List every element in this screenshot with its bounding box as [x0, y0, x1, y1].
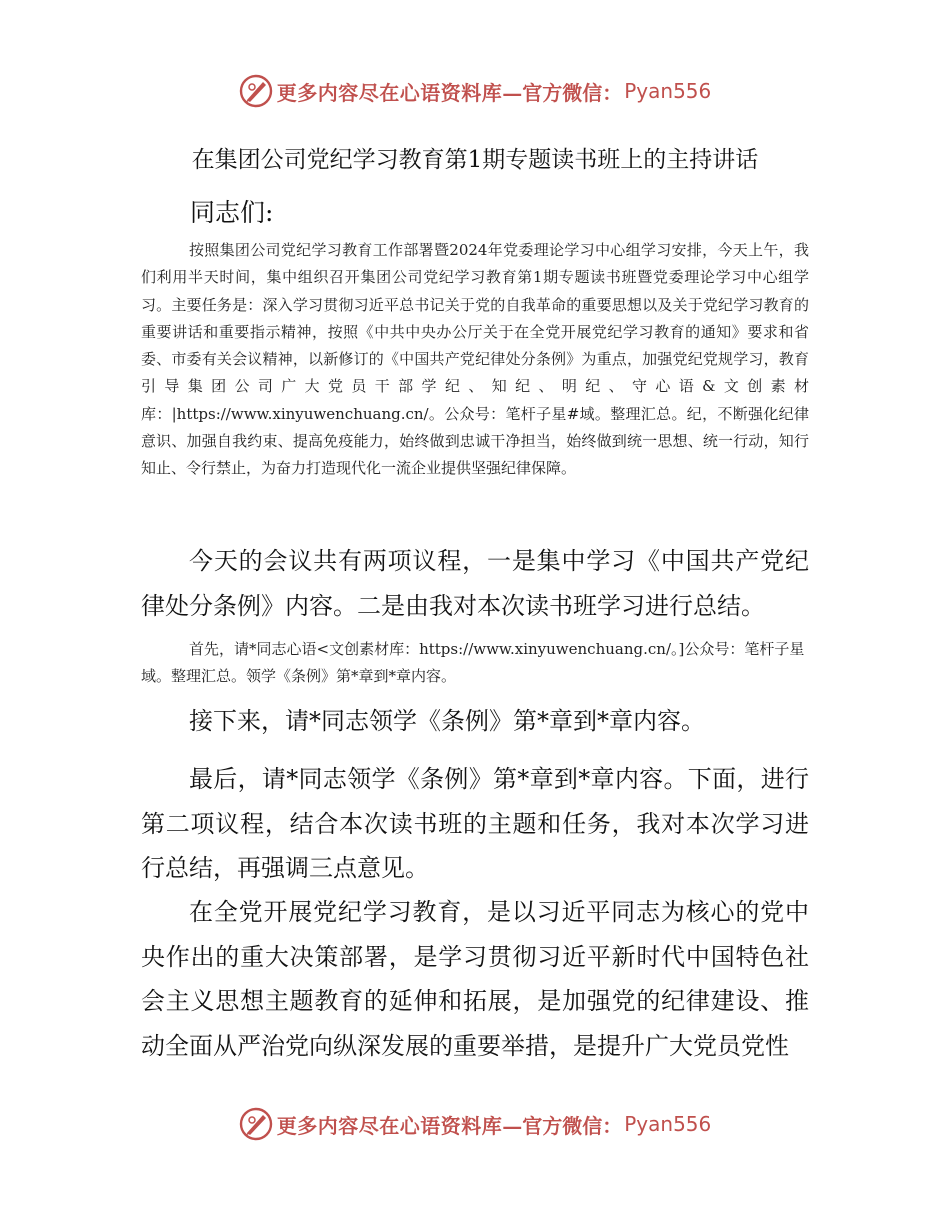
quill-logo-icon	[239, 74, 273, 108]
paragraph-agenda: 今天的会议共有两项议程，一是集中学习《中国共产党纪律处分条例》内容。二是由我对本次读书班学习进行总结。	[141, 547, 809, 620]
banner-main-text: 更多内容尽在心语资料库	[276, 1113, 503, 1138]
footer-watermark-banner	[0, 1104, 950, 1144]
paragraph-next: 接下来，请*同志领学《条例》第*章到*章内容。	[189, 707, 705, 735]
banner-dash-text: —官方微信：	[502, 1113, 623, 1138]
header-watermark-banner	[0, 71, 950, 111]
document-title: 在集团公司党纪学习教育第1期专题读书班上的主持讲话	[191, 147, 759, 173]
greeting: 同志们:	[190, 198, 274, 227]
banner-main-text: 更多内容尽在心语资料库	[276, 80, 503, 105]
banner-wechat-id: Pyan556	[624, 79, 712, 103]
paragraph-first: 首先，请*同志心语<文创素材库：https://www.xinyuwenchuang.cn/。]公众号：笔杆子星域。整理汇总。领学《条例》第*章到*章内容。	[141, 640, 805, 686]
paragraph-last: 最后，请*同志领学《条例》第*章到*章内容。下面，进行第二项议程，结合本次读书班的主题和任务，我对本次学习进行总结，再强调三点意见。	[141, 765, 809, 882]
paragraph-intro: 按照集团公司党纪学习教育工作部署暨2024年党委理论学习中心组学习安排，今天上午，我们利用半天时间，集中组织召开集团公司党纪学习教育第1期专题读书班暨党委理论学习中心组学习。主要任务是：深入学习贯彻习近平总书记关于党的自我革命的重要思想以及关于党纪学习教育的重要讲话和重要指示精神，按照《中共中央办公厅关于在全党开展党纪学习教育的通知》要求和省委、市委有关会议精神，以新修订的《中国共产党纪律处分条例》为重点，加强党纪党规学习，教育引导集团公司广大党员干部学纪、知纪、明纪、守心语&文创素材库：|https://www.xinyuwenchuang.cn/。公众号：笔杆子星#域。整理汇总。纪，不断强化纪律意识、加强自我约束、提高免疫能力，始终做到忠诚干净担当，始终做到统一思想、统一行动，知行知止、令行禁止，为奋力打造现代化一流企业提供坚强纪律保障。	[141, 241, 809, 478]
banner-wechat-id: Pyan556	[624, 1112, 712, 1136]
banner-dash-text: —官方微信：	[502, 80, 623, 105]
paragraph-body: 在全党开展党纪学习教育，是以习近平同志为核心的党中央作出的重大决策部署，是学习贯彻习近平新时代中国特色社会主义思想主题教育的延伸和拓展，是加强党的纪律建设、推动全面从严治党向纵深发展的重要举措，是提升广大党员党性	[141, 898, 809, 1060]
quill-logo-icon	[239, 1107, 273, 1141]
